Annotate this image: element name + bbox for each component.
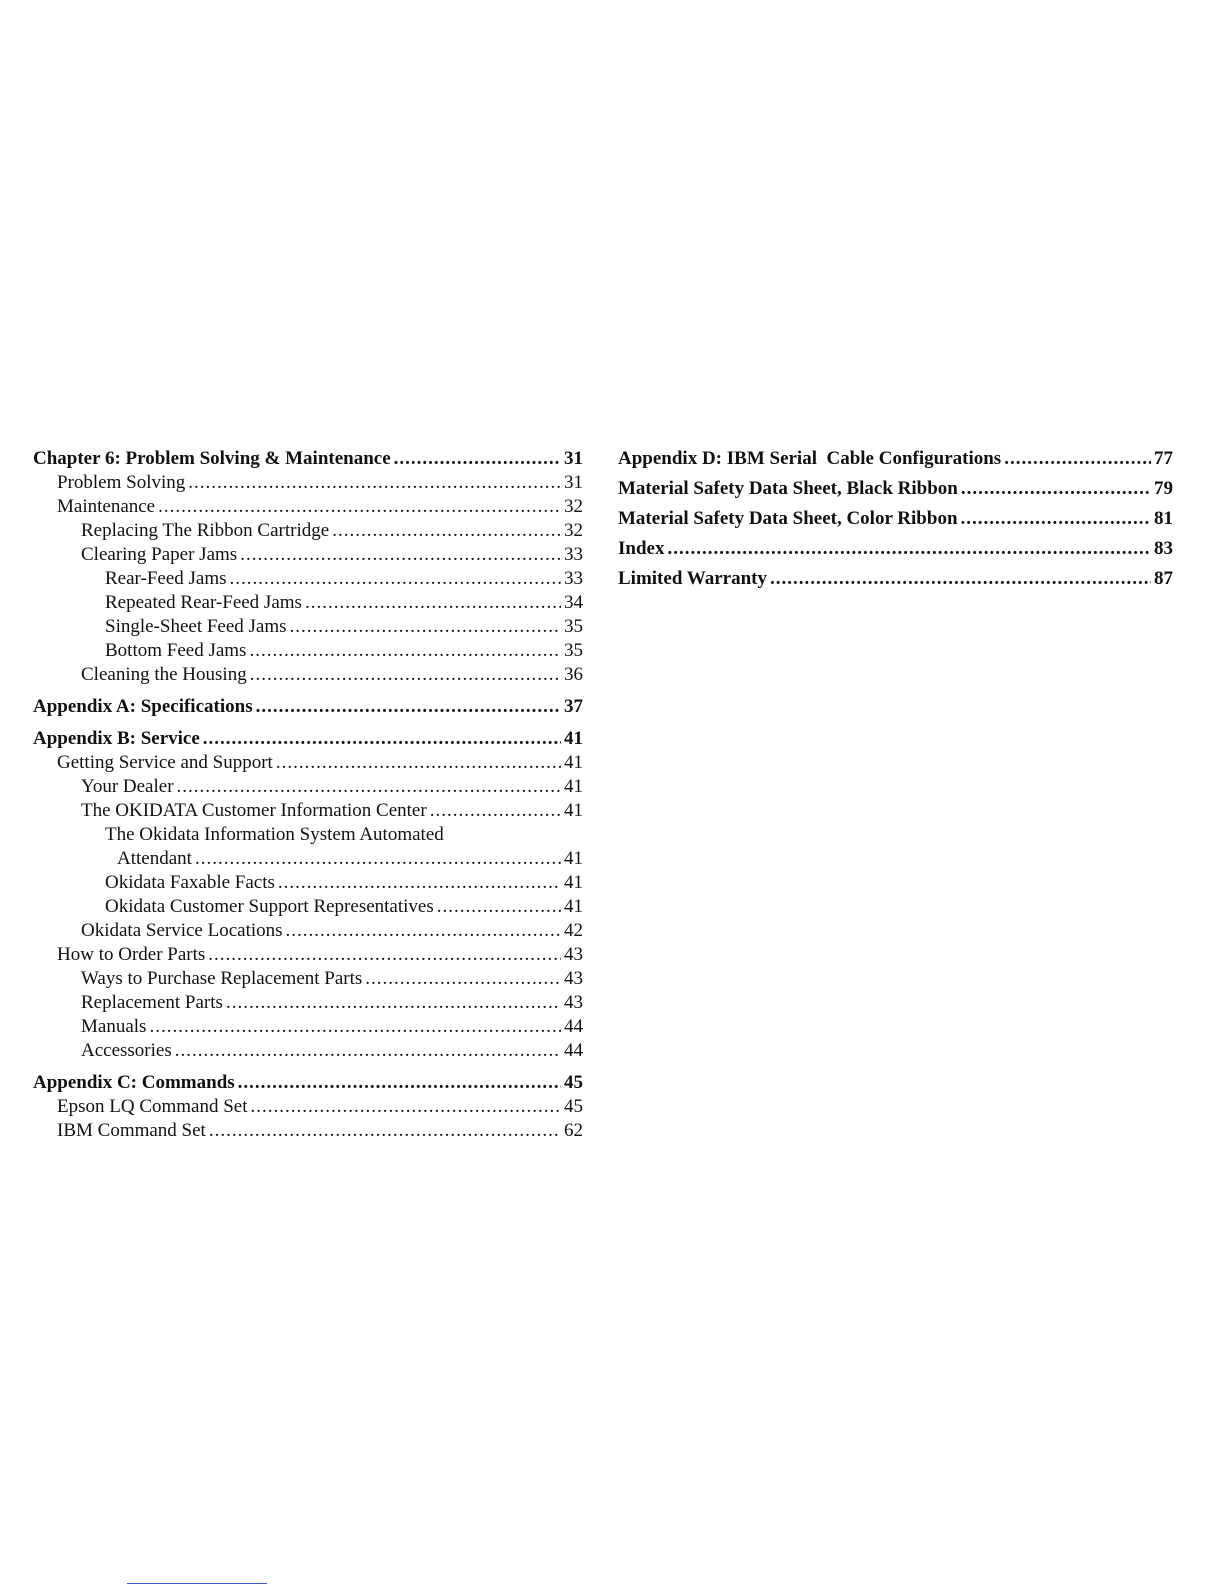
- toc-entry-label: Material Safety Data Sheet, Color Ribbon: [618, 508, 958, 529]
- toc-entry-chapter-6[interactable]: [33, 447, 583, 471]
- toc-entry-msds-black[interactable]: [618, 477, 1173, 501]
- toc-page-number: 37: [564, 696, 583, 717]
- dot-leader: [437, 895, 561, 919]
- toc-entry-getting-service[interactable]: [33, 751, 583, 775]
- dot-leader: [249, 639, 561, 663]
- toc-entry-label: Material Safety Data Sheet, Black Ribbon: [618, 478, 958, 499]
- toc-entry-your-dealer[interactable]: [33, 775, 583, 799]
- dot-leader: [209, 1119, 561, 1143]
- toc-entry-clearing-jams[interactable]: [33, 543, 583, 567]
- toc-entry-accessories[interactable]: [33, 1039, 583, 1063]
- dot-leader: [238, 1071, 561, 1095]
- toc-page-number: 41: [564, 896, 583, 917]
- dot-leader: [286, 919, 561, 943]
- toc-entry-label: Index: [618, 538, 665, 559]
- toc-entry-maintenance[interactable]: [33, 495, 583, 519]
- toc-page-number: 62: [564, 1120, 583, 1141]
- toc-entry-label: Ways to Purchase Replacement Parts: [81, 968, 363, 989]
- toc-entry-epson-lq[interactable]: [33, 1095, 583, 1119]
- toc-entry-label: Okidata Customer Support Representatives: [105, 896, 434, 917]
- dot-leader: [1004, 447, 1151, 471]
- toc-page-number: 83: [1154, 538, 1173, 559]
- dot-leader: [251, 1095, 561, 1119]
- dot-leader: [256, 695, 561, 719]
- toc-page-number: 42: [564, 920, 583, 941]
- dot-leader: [365, 967, 561, 991]
- toc-entry-replacement-parts[interactable]: [33, 991, 583, 1015]
- toc-entry-appendix-c[interactable]: [33, 1071, 583, 1095]
- dot-leader: [175, 1039, 561, 1063]
- dot-leader: [226, 991, 561, 1015]
- toc-entry-label: Accessories: [81, 1040, 172, 1061]
- dot-leader: [250, 663, 561, 687]
- toc-entry-label: Rear-Feed Jams: [105, 568, 227, 589]
- dot-leader: [149, 1015, 561, 1039]
- dot-leader: [240, 543, 561, 567]
- toc-entry-cleaning-housing[interactable]: [33, 663, 583, 687]
- toc-entry-label: Limited Warranty: [618, 568, 768, 589]
- dot-leader: [278, 871, 561, 895]
- toc-entry-index[interactable]: [618, 537, 1173, 561]
- toc-entry-label: Problem Solving: [57, 472, 186, 493]
- toc-page-number: 32: [564, 496, 583, 517]
- toc-page-number: 45: [564, 1072, 583, 1093]
- toc-entry-limited-warranty[interactable]: [618, 567, 1173, 591]
- page-edge-marker: [127, 1583, 267, 1584]
- dot-leader: [158, 495, 561, 519]
- toc-entry-label: Epson LQ Command Set: [57, 1096, 248, 1117]
- toc-entry-label: Appendix D: IBM Serial Cable Configurations: [618, 448, 1002, 469]
- toc-entry-support-reps[interactable]: [33, 895, 583, 919]
- toc-entry-label: Getting Service and Support: [57, 752, 273, 773]
- toc-entry-label: Manuals: [81, 1016, 147, 1037]
- toc-page-number: 79: [1154, 478, 1173, 499]
- toc-entry-label: Replacing The Ribbon Cartridge: [81, 520, 330, 541]
- dot-leader: [305, 591, 561, 615]
- dot-leader: [961, 507, 1151, 531]
- toc-page-number: 33: [564, 568, 583, 589]
- toc-entry-label: Your Dealer: [81, 776, 174, 797]
- toc-entry-info-system-attendant[interactable]: [33, 847, 583, 871]
- toc-page-number: 35: [564, 640, 583, 661]
- toc-entry-label: Bottom Feed Jams: [105, 640, 247, 661]
- dot-leader: [276, 751, 561, 775]
- toc-page-number: 41: [564, 776, 583, 797]
- toc-entry-label: Okidata Faxable Facts: [105, 872, 275, 893]
- toc-page-number: 43: [564, 968, 583, 989]
- toc-entry-ibm-command-set[interactable]: [33, 1119, 583, 1143]
- toc-entry-replacing-ribbon[interactable]: [33, 519, 583, 543]
- toc-entry-bottom-feed[interactable]: [33, 639, 583, 663]
- toc-entry-service-locations[interactable]: [33, 919, 583, 943]
- dot-leader: [961, 477, 1151, 501]
- toc-page-number: 41: [564, 872, 583, 893]
- toc-entry-okidata-cic[interactable]: [33, 799, 583, 823]
- dot-leader: [195, 847, 561, 871]
- toc-entry-repeated-rear-feed[interactable]: [33, 591, 583, 615]
- toc-page-number: 44: [564, 1040, 583, 1061]
- toc-entry-ways-to-purchase[interactable]: [33, 967, 583, 991]
- toc-page-number: 77: [1154, 448, 1173, 469]
- toc-page-number: 41: [564, 800, 583, 821]
- dot-leader: [770, 567, 1151, 591]
- toc-page-number: 41: [564, 728, 583, 749]
- toc-entry-info-system-line1[interactable]: The Okidata Information System Automated: [105, 824, 444, 845]
- toc-page-number: 36: [564, 664, 583, 685]
- toc-page-number: 45: [564, 1096, 583, 1117]
- toc-page-number: 31: [564, 472, 583, 493]
- toc-entry-label: Appendix C: Commands: [33, 1072, 235, 1093]
- dot-leader: [332, 519, 561, 543]
- toc-entry-msds-color[interactable]: [618, 507, 1173, 531]
- toc-entry-appendix-b[interactable]: [33, 727, 583, 751]
- toc-page-number: 34: [564, 592, 583, 613]
- toc-page-number: 41: [564, 752, 583, 773]
- dot-leader: [290, 615, 561, 639]
- toc-entry-label: Chapter 6: Problem Solving & Maintenance: [33, 448, 391, 469]
- toc-page-number: 41: [564, 848, 583, 869]
- toc-left-column: [33, 447, 583, 1143]
- toc-entry-appendix-a[interactable]: [33, 695, 583, 719]
- toc-entry-faxable-facts[interactable]: [33, 871, 583, 895]
- toc-page-number: 35: [564, 616, 583, 637]
- toc-entry-label: IBM Command Set: [57, 1120, 206, 1141]
- toc-page-number: 43: [564, 992, 583, 1013]
- dot-leader: [177, 775, 561, 799]
- toc-entry-single-sheet[interactable]: [33, 615, 583, 639]
- toc-entry-label: Single-Sheet Feed Jams: [105, 616, 287, 637]
- dot-leader: [394, 447, 561, 471]
- toc-entry-label: The OKIDATA Customer Information Center: [81, 800, 427, 821]
- toc-entry-label: Maintenance: [57, 496, 156, 517]
- toc-entry-label: Appendix B: Service: [33, 728, 200, 749]
- toc-right-column: [618, 447, 1173, 591]
- toc-page-number: 31: [564, 448, 583, 469]
- toc-entry-manuals[interactable]: [33, 1015, 583, 1039]
- toc-entry-label: Cleaning the Housing: [81, 664, 247, 685]
- toc-page-number: 44: [564, 1016, 583, 1037]
- toc-entry-rear-feed[interactable]: [33, 567, 583, 591]
- toc-entry-label: How to Order Parts: [57, 944, 206, 965]
- toc-page-number: 87: [1154, 568, 1173, 589]
- toc-page-number: 33: [564, 544, 583, 565]
- toc-entry-label: Attendant: [117, 848, 192, 869]
- dot-leader: [667, 537, 1151, 561]
- dot-leader: [230, 567, 562, 591]
- toc-page-number: 43: [564, 944, 583, 965]
- toc-entry-label: Repeated Rear-Feed Jams: [105, 592, 302, 613]
- dot-leader: [203, 727, 561, 751]
- dot-leader: [208, 943, 561, 967]
- toc-entry-label: Appendix A: Specifications: [33, 696, 253, 717]
- toc-entry-problem-solving[interactable]: [33, 471, 583, 495]
- toc-entry-order-parts[interactable]: [33, 943, 583, 967]
- toc-entry-label: Clearing Paper Jams: [81, 544, 238, 565]
- toc-entry-appendix-d[interactable]: [618, 447, 1173, 471]
- dot-leader: [188, 471, 561, 495]
- toc-page-number: 81: [1154, 508, 1173, 529]
- dot-leader: [430, 799, 561, 823]
- toc-page-number: 32: [564, 520, 583, 541]
- toc-entry-label: Replacement Parts: [81, 992, 223, 1013]
- toc-entry-label: Okidata Service Locations: [81, 920, 283, 941]
